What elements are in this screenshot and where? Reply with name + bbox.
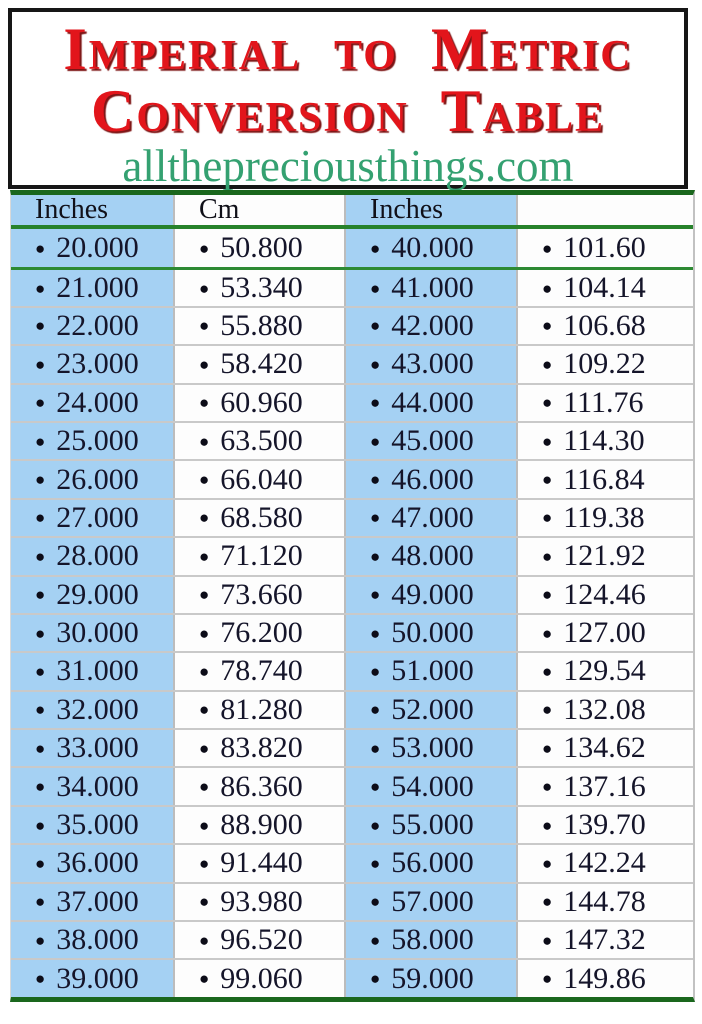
cell-cm-right <box>516 308 693 344</box>
bullet-icon: ● <box>542 930 553 950</box>
cell-value: 132.08 <box>563 692 646 726</box>
bullet-icon: ● <box>199 508 210 528</box>
cell-inches-left <box>11 884 173 920</box>
cell-value: 127.00 <box>563 616 646 650</box>
cell-inches-right <box>344 692 516 728</box>
bullet-icon: ● <box>542 431 553 451</box>
cell-cm-left <box>173 308 344 344</box>
bullet-icon: ● <box>199 238 210 258</box>
cell-value: 46.000 <box>391 462 474 496</box>
cell-value: 55.880 <box>220 308 303 342</box>
bullet-icon: ● <box>370 930 381 950</box>
bullet-icon: ● <box>542 738 553 758</box>
cell-inches-right <box>344 385 516 421</box>
cell-value: 52.000 <box>391 692 474 726</box>
cell-value: 71.120 <box>220 539 303 573</box>
bullet-icon: ● <box>370 777 381 797</box>
cell-inches-left <box>11 768 173 804</box>
cell-value: 144.78 <box>563 884 646 918</box>
bullet-icon: ● <box>542 470 553 490</box>
cell-value: 88.900 <box>220 808 303 842</box>
bullet-icon: ● <box>542 508 553 528</box>
bullet-icon: ● <box>370 969 381 989</box>
cell-value: 147.32 <box>563 923 646 957</box>
cell-inches-right <box>344 423 516 459</box>
cell-cm-left <box>173 884 344 920</box>
bullet-icon: ● <box>199 892 210 912</box>
cell-cm-left <box>173 423 344 459</box>
cell-cm-right <box>516 653 693 689</box>
table-header-row <box>11 195 693 229</box>
cell-inches-right <box>344 845 516 881</box>
cell-inches-left <box>11 270 173 305</box>
cell-value: 86.360 <box>220 769 303 803</box>
cell-value: 66.040 <box>220 462 303 496</box>
cell-cm-left <box>173 730 344 766</box>
cell-inches-left <box>11 538 173 574</box>
cell-value: 119.38 <box>563 500 645 534</box>
cell-value: 57.000 <box>391 884 474 918</box>
table-row <box>11 383 693 421</box>
table-row <box>11 306 693 344</box>
cell-inches-right <box>344 884 516 920</box>
cell-cm-left <box>173 500 344 536</box>
bullet-icon: ● <box>370 738 381 758</box>
bullet-icon: ● <box>542 853 553 873</box>
bullet-icon: ● <box>35 354 46 374</box>
cell-inches-left <box>11 845 173 881</box>
cell-value: 78.740 <box>220 654 303 688</box>
bullet-icon: ● <box>542 238 553 258</box>
bullet-icon: ● <box>542 700 553 720</box>
cell-cm-left <box>173 922 344 958</box>
cell-cm-right <box>516 845 693 881</box>
table-row <box>11 229 693 267</box>
cell-value: 76.200 <box>220 616 303 650</box>
bullet-icon: ● <box>542 969 553 989</box>
table-row <box>11 882 693 920</box>
cell-value: 91.440 <box>220 846 303 880</box>
cell-inches-right <box>344 768 516 804</box>
bullet-icon: ● <box>542 661 553 681</box>
cell-value: 81.280 <box>220 692 303 726</box>
bullet-icon: ● <box>370 815 381 835</box>
conversion-table-body <box>11 229 693 997</box>
bullet-icon: ● <box>35 546 46 566</box>
bullet-icon: ● <box>35 585 46 605</box>
cell-value: 22.000 <box>56 308 139 342</box>
bullet-icon: ● <box>199 930 210 950</box>
cell-value: 56.000 <box>391 846 474 880</box>
cell-value: 51.000 <box>391 654 474 688</box>
cell-cm-right <box>516 229 693 267</box>
bullet-icon: ● <box>370 431 381 451</box>
site-url: allthepreciousthings.com <box>122 141 574 191</box>
cell-cm-right <box>516 346 693 382</box>
cell-inches-left <box>11 423 173 459</box>
cell-cm-right <box>516 807 693 843</box>
cell-cm-right <box>516 960 693 996</box>
column-header-cm-right <box>516 195 693 225</box>
bullet-icon: ● <box>199 316 210 336</box>
bullet-icon: ● <box>35 278 46 298</box>
cell-cm-right <box>516 538 693 574</box>
bullet-icon: ● <box>542 278 553 298</box>
cell-value: 58.000 <box>391 923 474 957</box>
cell-cm-left <box>173 768 344 804</box>
bullet-icon: ● <box>199 661 210 681</box>
bullet-icon: ● <box>199 585 210 605</box>
cell-cm-right <box>516 577 693 613</box>
cell-inches-right <box>344 346 516 382</box>
cell-value: 106.68 <box>563 308 646 342</box>
cell-cm-left <box>173 960 344 996</box>
cell-value: 41.000 <box>391 271 474 305</box>
bullet-icon: ● <box>35 623 46 643</box>
cell-inches-left <box>11 500 173 536</box>
cell-value: 101.60 <box>563 231 646 265</box>
cell-value: 37.000 <box>56 884 139 918</box>
cell-cm-right <box>516 615 693 651</box>
cell-cm-left <box>173 692 344 728</box>
cell-cm-left <box>173 538 344 574</box>
cell-value: 42.000 <box>391 308 474 342</box>
cell-value: 54.000 <box>391 769 474 803</box>
bullet-icon: ● <box>199 354 210 374</box>
cell-value: 28.000 <box>56 539 139 573</box>
cell-value: 137.16 <box>563 769 646 803</box>
cell-inches-left <box>11 229 173 267</box>
cell-value: 31.000 <box>56 654 139 688</box>
bullet-icon: ● <box>199 470 210 490</box>
cell-value: 30.000 <box>56 616 139 650</box>
bullet-icon: ● <box>199 853 210 873</box>
cell-value: 149.86 <box>563 961 646 995</box>
bullet-icon: ● <box>35 815 46 835</box>
page-title-line-2: Conversion Table <box>90 78 606 144</box>
bullet-icon: ● <box>35 661 46 681</box>
cell-cm-right <box>516 385 693 421</box>
cell-inches-right <box>344 270 516 305</box>
table-row <box>11 651 693 689</box>
cell-value: 26.000 <box>56 462 139 496</box>
cell-value: 142.24 <box>563 846 646 880</box>
cell-inches-left <box>11 577 173 613</box>
cell-value: 49.000 <box>391 577 474 611</box>
cell-value: 47.000 <box>391 500 474 534</box>
bullet-icon: ● <box>370 700 381 720</box>
bullet-icon: ● <box>370 623 381 643</box>
cell-inches-right <box>344 807 516 843</box>
cell-cm-right <box>516 730 693 766</box>
cell-value: 40.000 <box>391 231 474 265</box>
cell-value: 48.000 <box>391 539 474 573</box>
bullet-icon: ● <box>370 546 381 566</box>
bullet-icon: ● <box>199 777 210 797</box>
cell-value: 21.000 <box>56 271 139 305</box>
table-row <box>11 843 693 881</box>
cell-inches-right <box>344 308 516 344</box>
column-header-inches-left: Inches <box>11 195 173 225</box>
bullet-icon: ● <box>370 238 381 258</box>
cell-cm-left <box>173 615 344 651</box>
cell-inches-right <box>344 922 516 958</box>
cell-cm-right <box>516 922 693 958</box>
cell-cm-right <box>516 423 693 459</box>
cell-cm-right <box>516 884 693 920</box>
column-header-inches-right: Inches <box>344 195 516 225</box>
table-row <box>11 344 693 382</box>
bullet-icon: ● <box>199 278 210 298</box>
cell-value: 121.92 <box>563 539 646 573</box>
bullet-icon: ● <box>199 815 210 835</box>
cell-inches-left <box>11 308 173 344</box>
bullet-icon: ● <box>35 930 46 950</box>
bullet-icon: ● <box>199 738 210 758</box>
cell-value: 104.14 <box>563 271 646 305</box>
table-row <box>11 920 693 958</box>
cell-value: 111.76 <box>563 385 644 419</box>
cell-inches-left <box>11 385 173 421</box>
cell-cm-left <box>173 385 344 421</box>
cell-cm-right <box>516 768 693 804</box>
cell-cm-right <box>516 692 693 728</box>
table-row <box>11 498 693 536</box>
cell-cm-left <box>173 270 344 305</box>
cell-cm-left <box>173 653 344 689</box>
cell-cm-left <box>173 461 344 497</box>
cell-value: 116.84 <box>563 462 645 496</box>
cell-value: 63.500 <box>220 424 303 458</box>
cell-value: 50.000 <box>391 616 474 650</box>
cell-value: 24.000 <box>56 385 139 419</box>
cell-cm-left <box>173 346 344 382</box>
bullet-icon: ● <box>35 853 46 873</box>
cell-inches-left <box>11 346 173 382</box>
cell-inches-left <box>11 615 173 651</box>
bullet-icon: ● <box>370 470 381 490</box>
bullet-icon: ● <box>199 393 210 413</box>
bullet-icon: ● <box>35 393 46 413</box>
cell-inches-left <box>11 653 173 689</box>
cell-inches-right <box>344 500 516 536</box>
cell-inches-right <box>344 577 516 613</box>
cell-cm-left <box>173 845 344 881</box>
cell-inches-right <box>344 538 516 574</box>
cell-value: 32.000 <box>56 692 139 726</box>
cell-value: 99.060 <box>220 961 303 995</box>
cell-value: 129.54 <box>563 654 646 688</box>
table-row <box>11 728 693 766</box>
cell-value: 73.660 <box>220 577 303 611</box>
bullet-icon: ● <box>542 892 553 912</box>
table-row <box>11 536 693 574</box>
cell-inches-left <box>11 461 173 497</box>
cell-value: 35.000 <box>56 808 139 842</box>
page-title-line-1: Imperial to Metric <box>63 16 633 82</box>
bullet-icon: ● <box>35 238 46 258</box>
cell-value: 36.000 <box>56 846 139 880</box>
cell-inches-left <box>11 807 173 843</box>
bullet-icon: ● <box>542 546 553 566</box>
bullet-icon: ● <box>35 508 46 528</box>
cell-value: 33.000 <box>56 731 139 765</box>
cell-value: 55.000 <box>391 808 474 842</box>
bullet-icon: ● <box>370 393 381 413</box>
bullet-icon: ● <box>35 431 46 451</box>
table-row <box>11 575 693 613</box>
bullet-icon: ● <box>199 969 210 989</box>
header-box <box>8 8 688 189</box>
cell-value: 114.30 <box>563 424 645 458</box>
cell-value: 39.000 <box>56 961 139 995</box>
bullet-icon: ● <box>542 316 553 336</box>
cell-value: 59.000 <box>391 961 474 995</box>
cell-inches-right <box>344 730 516 766</box>
bullet-icon: ● <box>35 700 46 720</box>
cell-value: 27.000 <box>56 500 139 534</box>
cell-value: 96.520 <box>220 923 303 957</box>
cell-inches-left <box>11 922 173 958</box>
cell-value: 53.340 <box>220 271 303 305</box>
bullet-icon: ● <box>370 354 381 374</box>
cell-cm-right <box>516 461 693 497</box>
bullet-icon: ● <box>542 585 553 605</box>
cell-value: 34.000 <box>56 769 139 803</box>
table-row <box>11 690 693 728</box>
bullet-icon: ● <box>370 853 381 873</box>
bullet-icon: ● <box>542 777 553 797</box>
cell-value: 93.980 <box>220 884 303 918</box>
bullet-icon: ● <box>35 470 46 490</box>
cell-cm-right <box>516 270 693 305</box>
bullet-icon: ● <box>370 278 381 298</box>
cell-value: 124.46 <box>563 577 646 611</box>
bullet-icon: ● <box>35 969 46 989</box>
cell-inches-right <box>344 461 516 497</box>
cell-value: 38.000 <box>56 923 139 957</box>
cell-inches-left <box>11 960 173 996</box>
table-row <box>11 805 693 843</box>
bullet-icon: ● <box>542 815 553 835</box>
cell-value: 60.960 <box>220 385 303 419</box>
cell-cm-left <box>173 577 344 613</box>
bullet-icon: ● <box>542 623 553 643</box>
bullet-icon: ● <box>35 892 46 912</box>
bullet-icon: ● <box>35 738 46 758</box>
cell-value: 43.000 <box>391 347 474 381</box>
cell-value: 44.000 <box>391 385 474 419</box>
cell-value: 25.000 <box>56 424 139 458</box>
bullet-icon: ● <box>199 431 210 451</box>
cell-value: 83.820 <box>220 731 303 765</box>
cell-inches-right <box>344 653 516 689</box>
conversion-table <box>10 190 695 1002</box>
cell-value: 20.000 <box>56 231 139 265</box>
column-header-cm-left: Cm <box>173 195 344 225</box>
cell-value: 109.22 <box>563 347 646 381</box>
cell-cm-left <box>173 229 344 267</box>
table-row <box>11 421 693 459</box>
bullet-icon: ● <box>542 354 553 374</box>
bullet-icon: ● <box>35 777 46 797</box>
bullet-icon: ● <box>370 316 381 336</box>
table-row <box>11 613 693 651</box>
cell-cm-left <box>173 807 344 843</box>
cell-inches-left <box>11 692 173 728</box>
table-row <box>11 766 693 804</box>
cell-inches-right <box>344 615 516 651</box>
bullet-icon: ● <box>199 546 210 566</box>
cell-value: 58.420 <box>220 347 303 381</box>
bullet-icon: ● <box>370 661 381 681</box>
cell-value: 29.000 <box>56 577 139 611</box>
table-row <box>11 267 693 305</box>
table-row <box>11 459 693 497</box>
cell-inches-left <box>11 730 173 766</box>
bullet-icon: ● <box>199 623 210 643</box>
cell-inches-right <box>344 960 516 996</box>
table-row <box>11 958 693 996</box>
cell-inches-right <box>344 229 516 267</box>
cell-value: 50.800 <box>220 231 303 265</box>
bullet-icon: ● <box>199 700 210 720</box>
bullet-icon: ● <box>370 585 381 605</box>
bullet-icon: ● <box>370 892 381 912</box>
cell-value: 139.70 <box>563 808 646 842</box>
bullet-icon: ● <box>370 508 381 528</box>
cell-value: 23.000 <box>56 347 139 381</box>
bullet-icon: ● <box>35 316 46 336</box>
cell-cm-right <box>516 500 693 536</box>
bullet-icon: ● <box>542 393 553 413</box>
cell-value: 45.000 <box>391 424 474 458</box>
cell-value: 53.000 <box>391 731 474 765</box>
cell-value: 134.62 <box>563 731 646 765</box>
cell-value: 68.580 <box>220 500 303 534</box>
